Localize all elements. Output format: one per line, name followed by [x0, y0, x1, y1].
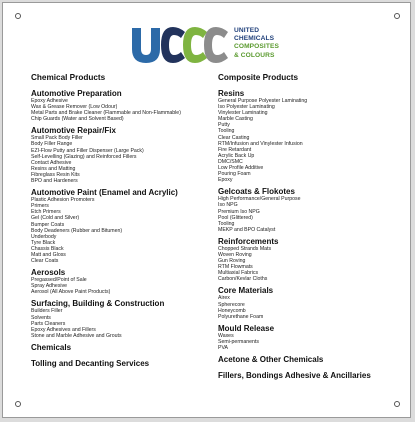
- list-item: Pregassed/Point of Sale: [31, 277, 87, 284]
- mounting-hole-top-left: [15, 13, 21, 19]
- list-item: Fire Retardant: [218, 146, 252, 153]
- list-item: Underbody: [31, 233, 57, 240]
- section-mould-release: [218, 324, 403, 351]
- list-item: Plastic Adhesion Promoters: [31, 197, 95, 204]
- list-item: Premium Iso NPG: [218, 208, 260, 215]
- list-item: Vinylester Laminating: [218, 110, 268, 117]
- section-heading: Automotive Paint (Enamel and Acrylic): [31, 188, 178, 198]
- list-item: Fibreglass Resin Kits: [31, 171, 80, 178]
- logo-letter-c2: [183, 27, 207, 63]
- list-item: Tyre Black: [31, 239, 56, 246]
- list-item: DMC/SMC: [218, 158, 243, 165]
- list-item: Parts Cleaners: [31, 320, 66, 327]
- list-item: Chassis Black: [31, 245, 64, 252]
- company-logo: [129, 23, 289, 67]
- list-item: Honeycomb: [218, 307, 246, 314]
- list-item: Epoxy Adhesive: [31, 98, 68, 104]
- column-title: Composite Products: [218, 73, 299, 82]
- list-item: Tooling: [218, 128, 235, 135]
- logo-line: UNITED: [234, 27, 260, 34]
- section-core-materials: [218, 286, 403, 319]
- logo-letter-c3: [204, 27, 228, 63]
- list-item: Small Pack Body Filler: [31, 135, 83, 142]
- list-item: Wax & Grease Remover (Low Odour): [31, 104, 118, 111]
- list-item: Aerosol (All Above Paint Products): [31, 289, 111, 296]
- logo-line: CHEMICALS: [234, 35, 275, 43]
- logo-line: COMPOSITES: [234, 43, 279, 51]
- list-item: Marble Casting: [218, 116, 253, 123]
- list-item: Body Filler Range: [31, 141, 73, 148]
- section-reinforcements: [218, 237, 403, 283]
- chemical-products-column: [31, 73, 211, 375]
- list-item: Polyurethane Foam: [218, 313, 264, 320]
- section-automotive-repair: [31, 126, 211, 184]
- logo-line: & COLOURS: [234, 51, 275, 59]
- section-heading-tolling: Tolling and Decanting Services: [31, 358, 150, 368]
- section-heading: Mould Release: [218, 323, 275, 333]
- list-item: High Performance/General Purpose: [218, 196, 301, 203]
- mounting-hole-top-right: [394, 13, 400, 19]
- section-automotive-preparation: [31, 89, 211, 122]
- list-item: General Purpose Polyester Laminating: [218, 98, 308, 104]
- list-item: Semi-permanents: [218, 338, 259, 345]
- mounting-hole-bottom-left: [15, 401, 21, 407]
- list-item: Body Deadeners (Rubber and Bitumen): [31, 227, 123, 234]
- section-heading: Gelcoats & Flokotes: [218, 187, 295, 197]
- list-item: Etch Primers: [31, 209, 61, 216]
- logo-mark: [129, 23, 229, 67]
- section-heading: Automotive Preparation: [31, 89, 122, 98]
- list-item: Clear Casting: [218, 134, 250, 141]
- product-board: [2, 2, 411, 418]
- list-item: Airex: [218, 295, 230, 302]
- list-item: RTM Flowmats: [218, 264, 253, 271]
- list-item: Metal Parts and Brake Cleaner (Flammable and Non-Flammable): [31, 110, 181, 117]
- section-surfacing-building: [31, 299, 211, 338]
- list-item: Matt and Gloss: [31, 251, 66, 258]
- list-item: Iso Polyester Laminating: [218, 104, 275, 111]
- section-heading-acetone: Acetone & Other Chemicals: [218, 355, 324, 365]
- list-item: Primers: [31, 203, 49, 210]
- list-item: Solvents: [31, 314, 51, 321]
- logo-letter-u: [132, 28, 160, 63]
- list-item: Chopped Strands Mats: [218, 245, 272, 252]
- section-heading: Automotive Repair/Fix: [31, 126, 116, 136]
- list-item: Pool (Glittered): [218, 214, 253, 221]
- list-item: Spherecore: [218, 301, 245, 308]
- list-item: Clear Coats: [31, 258, 59, 265]
- list-item: Woven Roving: [218, 251, 252, 258]
- list-item: Epoxy: [218, 177, 233, 184]
- list-item: Tooling: [218, 220, 235, 227]
- list-item: Builders Filler: [31, 308, 63, 315]
- list-item: BPO and Hardeners: [31, 178, 78, 185]
- list-item: RTM/Infusion and Vinylester Infusion: [218, 140, 303, 147]
- section-automotive-paint: [31, 188, 211, 264]
- logo-wordmark: [234, 27, 279, 60]
- list-item: EZI-Flow Putty and Filler Dispenser (Large Pack): [31, 147, 144, 154]
- list-item: Spray Adhesive: [31, 283, 68, 290]
- section-heading: Core Materials: [218, 286, 274, 296]
- list-item: Resins and Matting: [31, 165, 76, 172]
- list-item: Pouring Foam: [218, 171, 251, 178]
- list-item: MEKP and BPO Catalyst: [218, 226, 276, 233]
- mounting-hole-bottom-right: [394, 401, 400, 407]
- list-item: Chip Guards (Water and Solvent Based): [31, 116, 124, 123]
- list-item: Self-Levelling (Glazing) and Reinforced Fillers: [31, 153, 137, 160]
- list-item: Gel (Cold and Silver): [31, 215, 80, 222]
- list-item: Epoxy Adhesives and Fillers: [31, 326, 96, 333]
- section-heading: Resins: [218, 89, 245, 98]
- section-heading-chemicals: Chemicals: [31, 342, 72, 352]
- list-item: Gun Roving: [218, 258, 246, 265]
- list-item: Putty: [218, 122, 230, 129]
- list-item: Contact Adhesive: [31, 159, 72, 166]
- section-heading: Reinforcements: [218, 236, 279, 246]
- list-item: Bumper Coats: [31, 221, 65, 228]
- section-gelcoats: [218, 187, 403, 233]
- list-item: Carbon/Kevlar Cloths: [218, 276, 268, 283]
- list-item: Waxes: [218, 332, 234, 339]
- list-item: PVA: [218, 345, 228, 351]
- list-item: Low Profile Additive: [218, 165, 264, 172]
- section-aerosols: [31, 268, 211, 295]
- list-item: Acrylic Back Up: [218, 152, 255, 159]
- section-resins: [218, 89, 403, 183]
- list-item: Multiaxial Fabrics: [218, 270, 259, 277]
- section-heading: Aerosols: [31, 268, 66, 278]
- section-heading-fillers: Fillers, Bondings Adhesive & Ancillaries: [218, 371, 371, 381]
- column-title: Chemical Products: [31, 73, 106, 82]
- list-item: Stone and Marble Adhesive and Grouts: [31, 332, 122, 339]
- logo-letter-c1: [161, 27, 185, 63]
- list-item: Iso NPG: [218, 202, 238, 209]
- section-heading: Surfacing, Building & Construction: [31, 299, 165, 309]
- composite-products-column: [218, 73, 403, 387]
